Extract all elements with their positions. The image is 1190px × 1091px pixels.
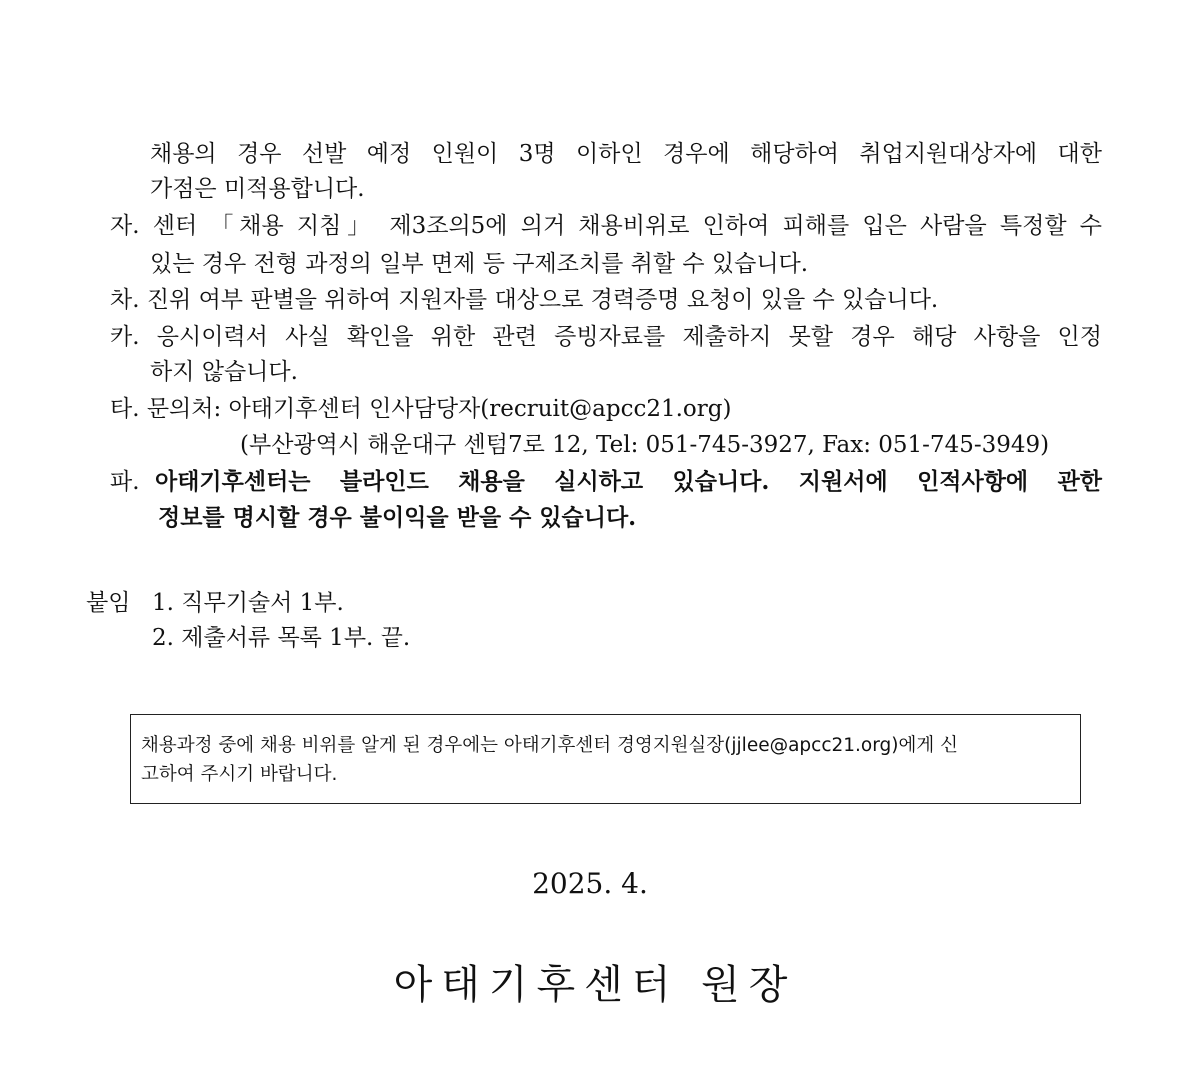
body-line-2: 가점은 미적용합니다. [150, 176, 365, 202]
item-cha: 차. 진위 여부 판별을 위하여 지원자를 대상으로 경력증명 요청이 있을 수 있습니다. [110, 287, 939, 313]
attachment-item-1: 1. 직무기술서 1부. [152, 590, 344, 616]
attachment-label: 붙임 [86, 590, 131, 616]
irregularity-notice-box [130, 714, 1081, 804]
item-pa-continued: 정보를 명시할 경우 불이익을 받을 수 있습니다. [158, 504, 637, 531]
item-ta-address: (부산광역시 해운대구 센텀7로 12, Tel: 051-745-3927, Fax: 051-745-3949) [240, 432, 1050, 458]
item-ta-contact: 타. 문의처: 아태기후센터 인사담당자(recruit@apcc21.org) [110, 396, 732, 422]
item-pa-marker: 파. [110, 469, 140, 495]
notice-line-2: 고하여 주시기 바랍니다. [141, 764, 338, 785]
notice-line-1: 채용과정 중에 채용 비위를 알게 된 경우에는 아태기후센터 경영지원실장(jjlee@apcc21.org)에게 신 [141, 735, 958, 756]
document-date [0, 866, 1190, 902]
signer-title: 아태기후센터 원장 [393, 962, 797, 1008]
item-ka-continued: 하지 않습니다. [150, 359, 298, 385]
date-text: 2025. 4. [532, 867, 648, 900]
body-line-1: 채용의 경우 선발 예정 인원이 3명 이하인 경우에 해당하여 취업지원대상자에 대한 [150, 141, 1102, 167]
item-pa-blind-hiring: 아태기후센터는 블라인드 채용을 실시하고 있습니다. 지원서에 인적사항에 관한 [155, 468, 1102, 495]
attachment-item-2: 2. 제출서류 목록 1부. 끝. [152, 625, 411, 651]
item-ja-continued: 있는 경우 전형 과정의 일부 면제 등 구제조치를 취할 수 있습니다. [150, 251, 809, 277]
item-ka: 카. 응시이력서 사실 확인을 위한 관련 증빙자료를 제출하지 못할 경우 해당 사항을 인정 [110, 324, 1102, 350]
item-ja: 자. 센터 「채용 지침」 제3조의5에 의거 채용비위로 인하여 피해를 입은 사람을 특정할 수 [110, 213, 1102, 239]
